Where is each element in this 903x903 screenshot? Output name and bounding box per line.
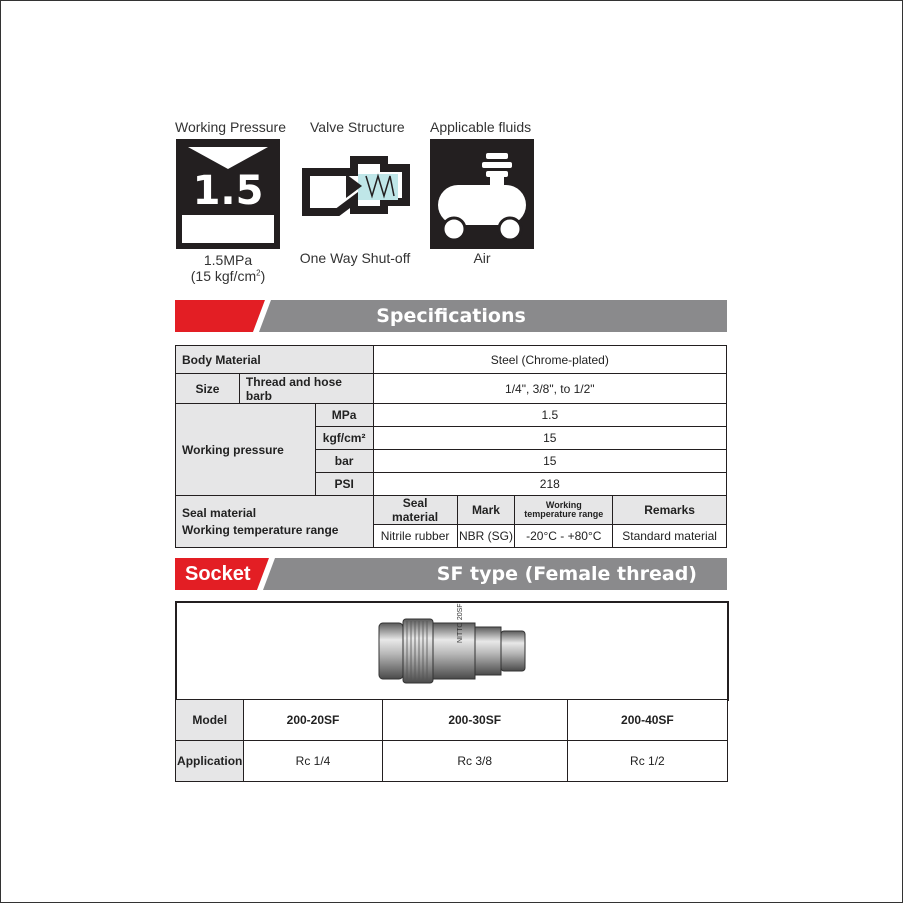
value-mpa: 1.5 <box>373 404 726 427</box>
body-material-label: Body Material <box>176 346 374 374</box>
seal-label-line2: Working temperature range <box>182 523 339 537</box>
socket-tag: Socket <box>185 563 251 585</box>
product-engraving: NITTO 20SF <box>457 603 464 643</box>
seal-header-material: Seal material <box>373 496 457 525</box>
specifications-table <box>175 345 727 548</box>
seal-header-temp-line2: temperature range <box>524 509 604 519</box>
seal-label <box>176 496 374 548</box>
seal-value-material: Nitrile rubber <box>373 525 457 548</box>
product-image-box <box>175 601 729 701</box>
working-pressure-label: Working pressure <box>176 404 316 496</box>
working-pressure-title: Working Pressure <box>175 119 287 135</box>
valve-structure-icon <box>298 152 410 224</box>
value-bar: 15 <box>373 450 726 473</box>
value-psi: 218 <box>373 473 726 496</box>
size-label: Size <box>176 374 240 404</box>
socket-product-image <box>377 615 527 689</box>
valve-caption: One Way Shut-off <box>299 250 411 266</box>
body-material-value: Steel (Chrome-plated) <box>373 346 726 374</box>
seal-label-line1: Seal material <box>182 506 257 520</box>
seal-header-temp <box>515 496 613 525</box>
seal-header-remarks: Remarks <box>613 496 727 525</box>
unit-kgf: kgf/cm² <box>315 427 373 450</box>
model-col-1: 200-20SF <box>244 700 382 741</box>
application-col-1: Rc 1/4 <box>244 741 382 782</box>
banner-red-stripe <box>175 300 275 332</box>
pressure-value: 1.5 <box>192 168 264 214</box>
socket-title: SF type (Female thread) <box>436 563 697 585</box>
seal-value-remarks: Standard material <box>613 525 727 548</box>
seal-header-mark: Mark <box>457 496 515 525</box>
compressor-graphic <box>430 139 534 249</box>
model-col-3: 200-40SF <box>567 700 727 741</box>
specifications-banner <box>175 300 727 332</box>
model-table <box>175 699 728 782</box>
unit-mpa: MPa <box>315 404 373 427</box>
application-col-2: Rc 3/8 <box>382 741 567 782</box>
air-compressor-icon <box>430 139 534 249</box>
seal-header-temp-line1: Working <box>545 500 582 510</box>
air-caption: Air <box>473 250 491 266</box>
socket-banner <box>175 558 727 590</box>
application-label: Application <box>176 741 244 782</box>
pressure-caption-kgf-text: (15 kgf/cm <box>190 268 257 284</box>
seal-value-mark: NBR (SG) <box>457 525 515 548</box>
value-kgf: 15 <box>373 427 726 450</box>
applicable-fluids-title: Applicable fluids <box>430 119 532 135</box>
specifications-title: Specifications <box>376 305 526 327</box>
pressure-caption-kgf <box>176 268 280 284</box>
pressure-caption-end: ) <box>260 268 266 284</box>
working-pressure-icon <box>176 139 280 249</box>
size-value: 1/4", 3/8", to 1/2" <box>373 374 726 404</box>
model-col-2: 200-30SF <box>382 700 567 741</box>
unit-bar: bar <box>315 450 373 473</box>
valve-structure-title: Valve Structure <box>310 119 405 135</box>
seal-value-temp: -20°C - +80°C <box>515 525 613 548</box>
unit-psi: PSI <box>315 473 373 496</box>
pressure-caption-sup: 2 <box>256 268 261 278</box>
pressure-caption <box>176 252 280 284</box>
application-col-3: Rc 1/2 <box>567 741 727 782</box>
pressure-caption-mpa: 1.5MPa <box>203 252 253 268</box>
model-label: Model <box>176 700 244 741</box>
size-sub-label: Thread and hose barb <box>239 374 373 404</box>
